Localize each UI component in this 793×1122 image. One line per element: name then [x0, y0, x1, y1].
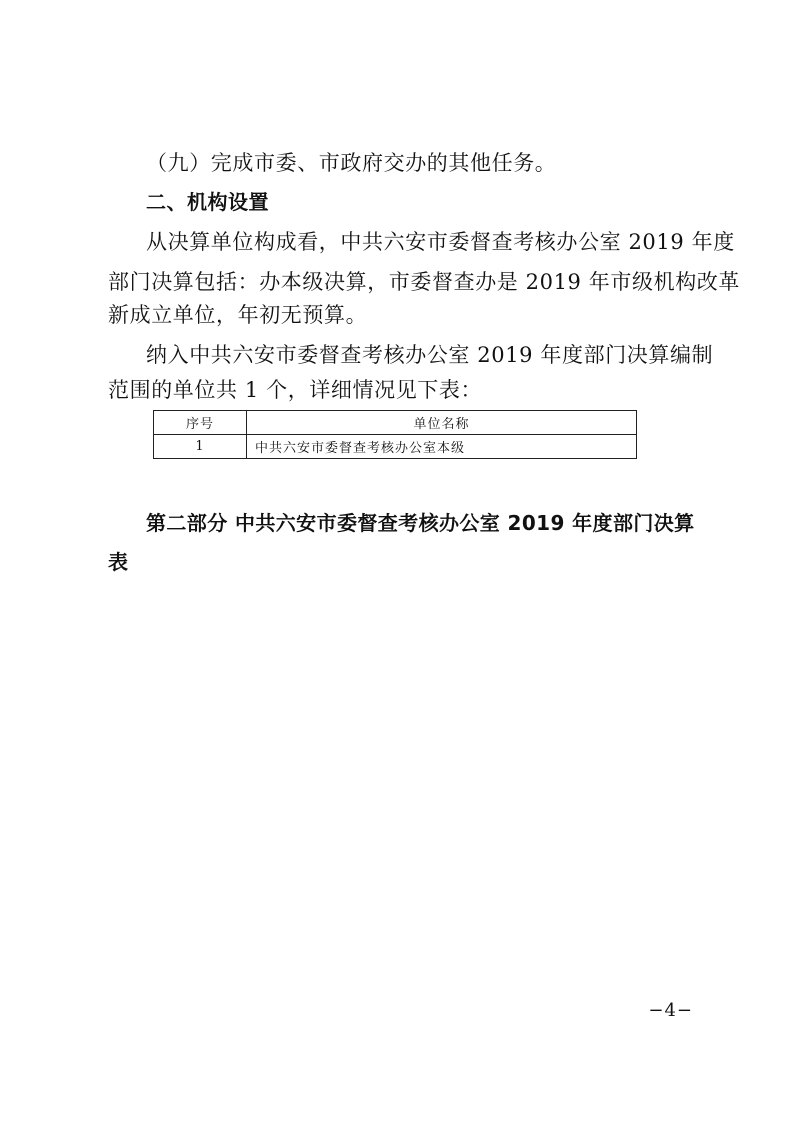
section-heading-organization: 二、机构设置	[146, 190, 269, 214]
paragraph-1-line-1: 从决算单位构成看，中共六安市委督查考核办公室 2019 年度	[146, 230, 735, 254]
table-header-row	[154, 411, 637, 435]
paragraph-1-line-2: 部门决算包括：办本级决算，市委督查办是 2019 年市级机构改革	[108, 270, 740, 294]
paragraph-2-line-2: 范围的单位共 1 个，详细情况见下表：	[108, 378, 483, 402]
item-nine-text: （九）完成市委、市政府交办的其他任务。	[146, 151, 557, 175]
paragraph-1-line-3: 新成立单位，年初无预算。	[108, 303, 368, 327]
page-number: −4−	[648, 1000, 693, 1021]
table-cell-unit-name: 中共六安市委督查考核办公室本级	[247, 435, 637, 459]
table-header-unit-name: 单位名称	[247, 411, 637, 435]
table-cell-serial: 1	[154, 435, 247, 459]
part-two-title-line-1: 第二部分 中共六安市委督查考核办公室 2019 年度部门决算	[146, 511, 695, 535]
part-two-title-line-2: 表	[108, 550, 129, 574]
units-table	[153, 410, 637, 459]
paragraph-2-line-1: 纳入中共六安市委督查考核办公室 2019 年度部门决算编制	[146, 343, 714, 367]
table-row	[154, 435, 637, 459]
table-header-serial: 序号	[154, 411, 247, 435]
